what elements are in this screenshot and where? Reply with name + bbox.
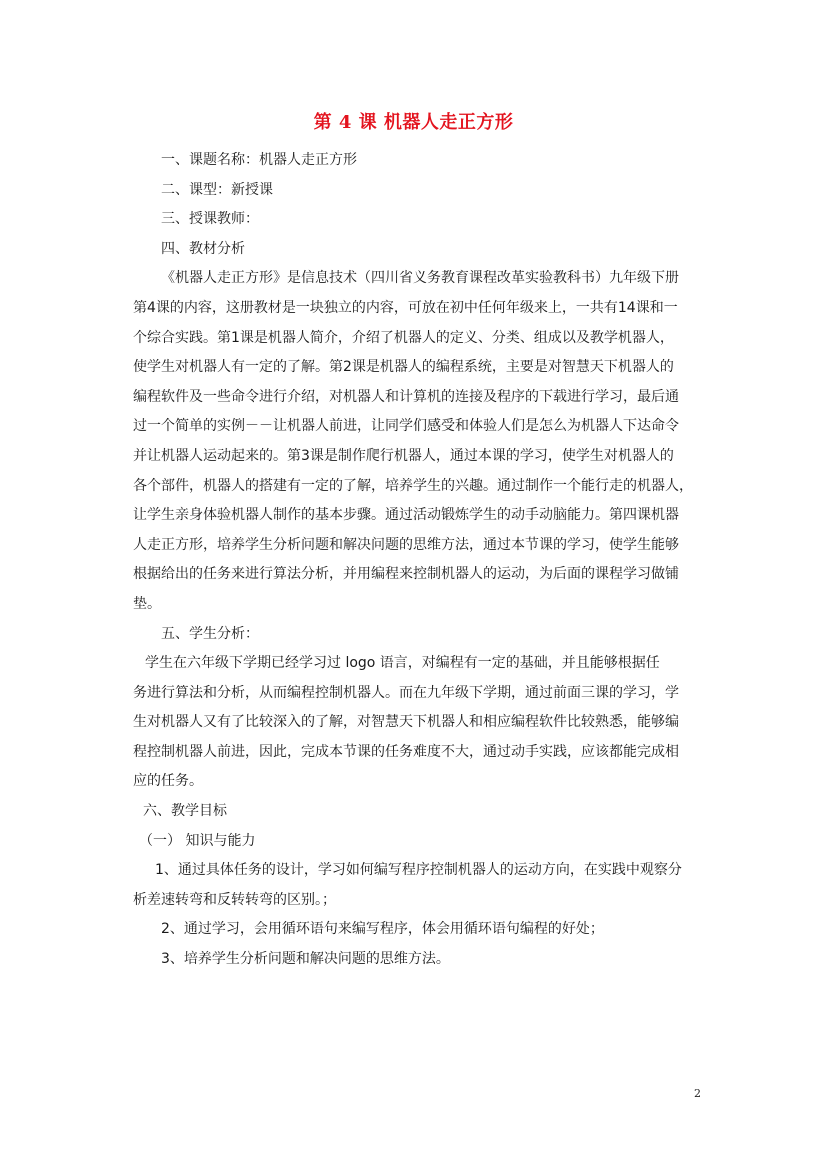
text-line: （一） 知识与能力 bbox=[139, 832, 256, 849]
text-line: 3、培养学生分析问题和解决问题的思维方法。 bbox=[161, 951, 450, 968]
text-line: 一、课题名称：机器人走正方形 bbox=[161, 152, 357, 168]
text-line: 《机器人走正方形》是信息技术（四川省义务教育课程改革实验教科书）九年级下册 bbox=[161, 270, 679, 287]
text-line: 学生在六年级下学期已经学习过 logo 语言，对编程有一定的基础，并且能够根据任 bbox=[145, 655, 660, 672]
text-line: 人走正方形，培养学生分析问题和解决问题的思维方法，通过本节课的学习，使学生能够 bbox=[133, 536, 679, 553]
text-line: 应的任务。 bbox=[133, 773, 203, 790]
text-line: 过一个简单的实例－－让机器人前进，让同学们感受和体验人们是怎么为机器人下达命令 bbox=[133, 418, 679, 435]
text-line: 六、教学目标 bbox=[143, 803, 227, 820]
page-number: 2 bbox=[694, 1087, 701, 1100]
text-line: 让学生亲身体验机器人制作的基本步骤。通过活动锻炼学生的动手动脑能力。第四课机器 bbox=[133, 507, 679, 524]
text-line: 编程软件及一些命令进行介绍，对机器人和计算机的连接及程序的下载进行学习，最后通 bbox=[133, 388, 679, 405]
lesson-title: 第 4 课 机器人走正方形 bbox=[313, 112, 514, 133]
text-line: 1、通过具体任务的设计，学习如何编写程序控制机器人的运动方向，在实践中观察分 bbox=[155, 862, 682, 879]
text-line: 第4课的内容，这册教材是一块独立的内容，可放在初中任何年级来上，一共有14课和一 bbox=[133, 299, 678, 316]
text-line: 二、课型：新授课 bbox=[161, 181, 273, 198]
text-line: 2、通过学习，会用循环语句来编写程序，体会用循环语句编程的好处； bbox=[161, 921, 604, 938]
text-line: 根据给出的任务来进行算法分析，并用编程来控制机器人的运动，为后面的课程学习做铺 bbox=[133, 566, 679, 583]
text-line: 生对机器人又有了比较深入的了解，对智慧天下机器人和相应编程软件比较熟悉，能够编 bbox=[133, 714, 679, 731]
text-line: 三、授课教师： bbox=[161, 211, 259, 228]
text-line: 使学生对机器人有一定的了解。第2课是机器人的编程系统，主要是对智慧天下机器人的 bbox=[133, 359, 674, 376]
text-line: 垫。 bbox=[133, 595, 161, 612]
text-line: 五、学生分析： bbox=[161, 625, 259, 642]
text-line: 析差速转弯和反转转弯的区别。； bbox=[133, 891, 336, 908]
text-line: 四、教材分析 bbox=[161, 240, 245, 257]
document-body bbox=[133, 146, 705, 975]
text-line: 务进行算法和分析，从而编程控制机器人。而在九年级下学期，通过前面三课的学习，学 bbox=[133, 684, 679, 701]
text-line: 个综合实践。第1课是机器人简介，介绍了机器人的定义、分类、组成以及教学机器人， bbox=[133, 329, 674, 346]
text-line: 程控制机器人前进，因此，完成本节课的任务难度不大，通过动手实践，应该都能完成相 bbox=[133, 743, 679, 760]
text-line: 并让机器人运动起来的。第3课是制作爬行机器人，通过本课的学习，使学生对机器人的 bbox=[133, 447, 674, 464]
text-line: 各个部件，机器人的搭建有一定的了解，培养学生的兴趣。通过制作一个能行走的机器人， bbox=[133, 477, 693, 494]
